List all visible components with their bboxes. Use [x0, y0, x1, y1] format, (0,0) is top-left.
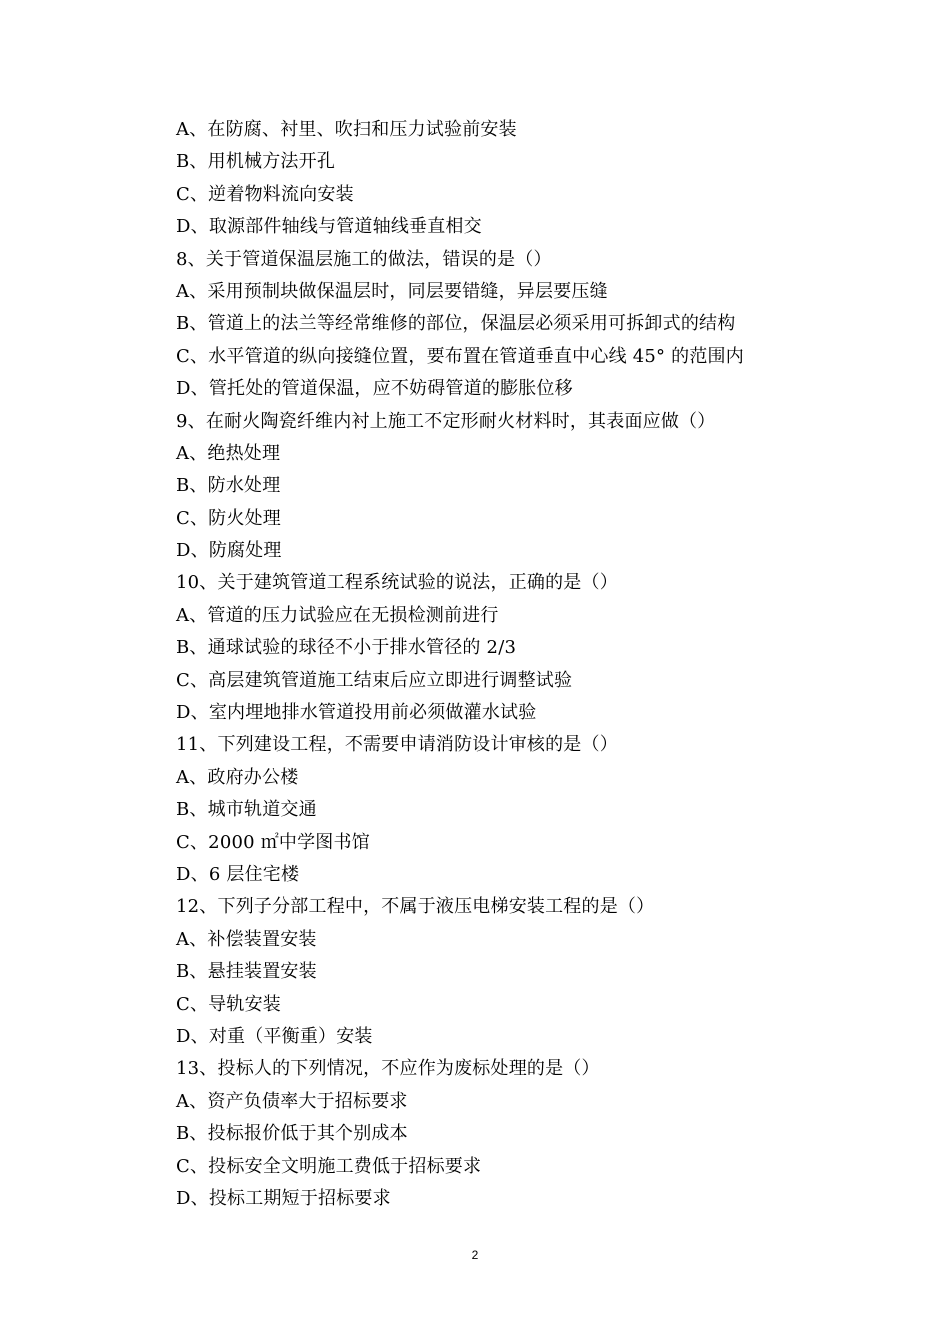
- text-line: C、水平管道的纵向接缝位置，要布置在管道垂直中心线 45° 的范围内: [176, 345, 744, 367]
- text-line: D、投标工期短于招标要求: [176, 1187, 391, 1209]
- text-line: A、采用预制块做保温层时，同层要错缝，异层要压缝: [176, 280, 608, 302]
- text-line: B、通球试验的球径不小于排水管径的 2/3: [176, 637, 517, 659]
- text-line: A、资产负债率大于招标要求: [176, 1090, 408, 1112]
- question-text-block: [176, 114, 816, 1215]
- text-line: C、逆着物料流向安装: [176, 183, 354, 205]
- question-11-title: 11、下列建设工程，不需要申请消防设计审核的是（）: [176, 734, 618, 756]
- text-line: C、导轨安装: [176, 993, 281, 1015]
- question-13-title: 13、投标人的下列情况，不应作为废标处理的是（）: [176, 1058, 600, 1080]
- text-line: B、防水处理: [176, 475, 281, 497]
- text-line: B、管道上的法兰等经常维修的部位，保温层必须采用可拆卸式的结构: [176, 313, 736, 335]
- text-line: C、高层建筑管道施工结束后应立即进行调整试验: [176, 669, 573, 691]
- text-line: D、对重（平衡重）安装: [176, 1025, 373, 1047]
- text-line: C、投标安全文明施工费低于招标要求: [176, 1155, 482, 1177]
- text-line: A、管道的压力试验应在无损检测前进行: [176, 604, 499, 626]
- text-line: B、悬挂装置安装: [176, 961, 317, 983]
- text-line: A、在防腐、衬里、吹扫和压力试验前安装: [176, 119, 517, 140]
- text-line: A、补偿装置安装: [176, 928, 317, 950]
- text-line: D、取源部件轴线与管道轴线垂直相交: [176, 216, 482, 238]
- text-line: A、绝热处理: [176, 442, 281, 464]
- question-8-title: 8、关于管道保温层施工的做法，错误的是（）: [176, 248, 552, 270]
- text-line: C、2000 ㎡中学图书馆: [176, 831, 370, 853]
- text-line: B、用机械方法开孔: [176, 151, 336, 173]
- text-line: B、城市轨道交通: [176, 799, 317, 821]
- text-line: D、管托处的管道保温，应不妨碍管道的膨胀位移: [176, 378, 573, 400]
- question-9-title: 9、在耐火陶瓷纤维内衬上施工不定形耐火材料时，其表面应做（）: [176, 410, 716, 432]
- text-line: D、室内埋地排水管道投用前必须做灌水试验: [176, 702, 537, 724]
- question-12-title: 12、下列子分部工程中，不属于液压电梯安装工程的是（）: [176, 896, 655, 918]
- text-line: C、防火处理: [176, 507, 281, 529]
- text-line: D、防腐处理: [176, 540, 282, 562]
- text-line: B、投标报价低于其个别成本: [176, 1123, 408, 1145]
- question-10-title: 10、关于建筑管道工程系统试验的说法，正确的是（）: [176, 572, 618, 594]
- text-line: D、6 层住宅楼: [176, 863, 300, 885]
- text-line: A、政府办公楼: [176, 766, 299, 788]
- page-number: 2: [471, 1248, 479, 1262]
